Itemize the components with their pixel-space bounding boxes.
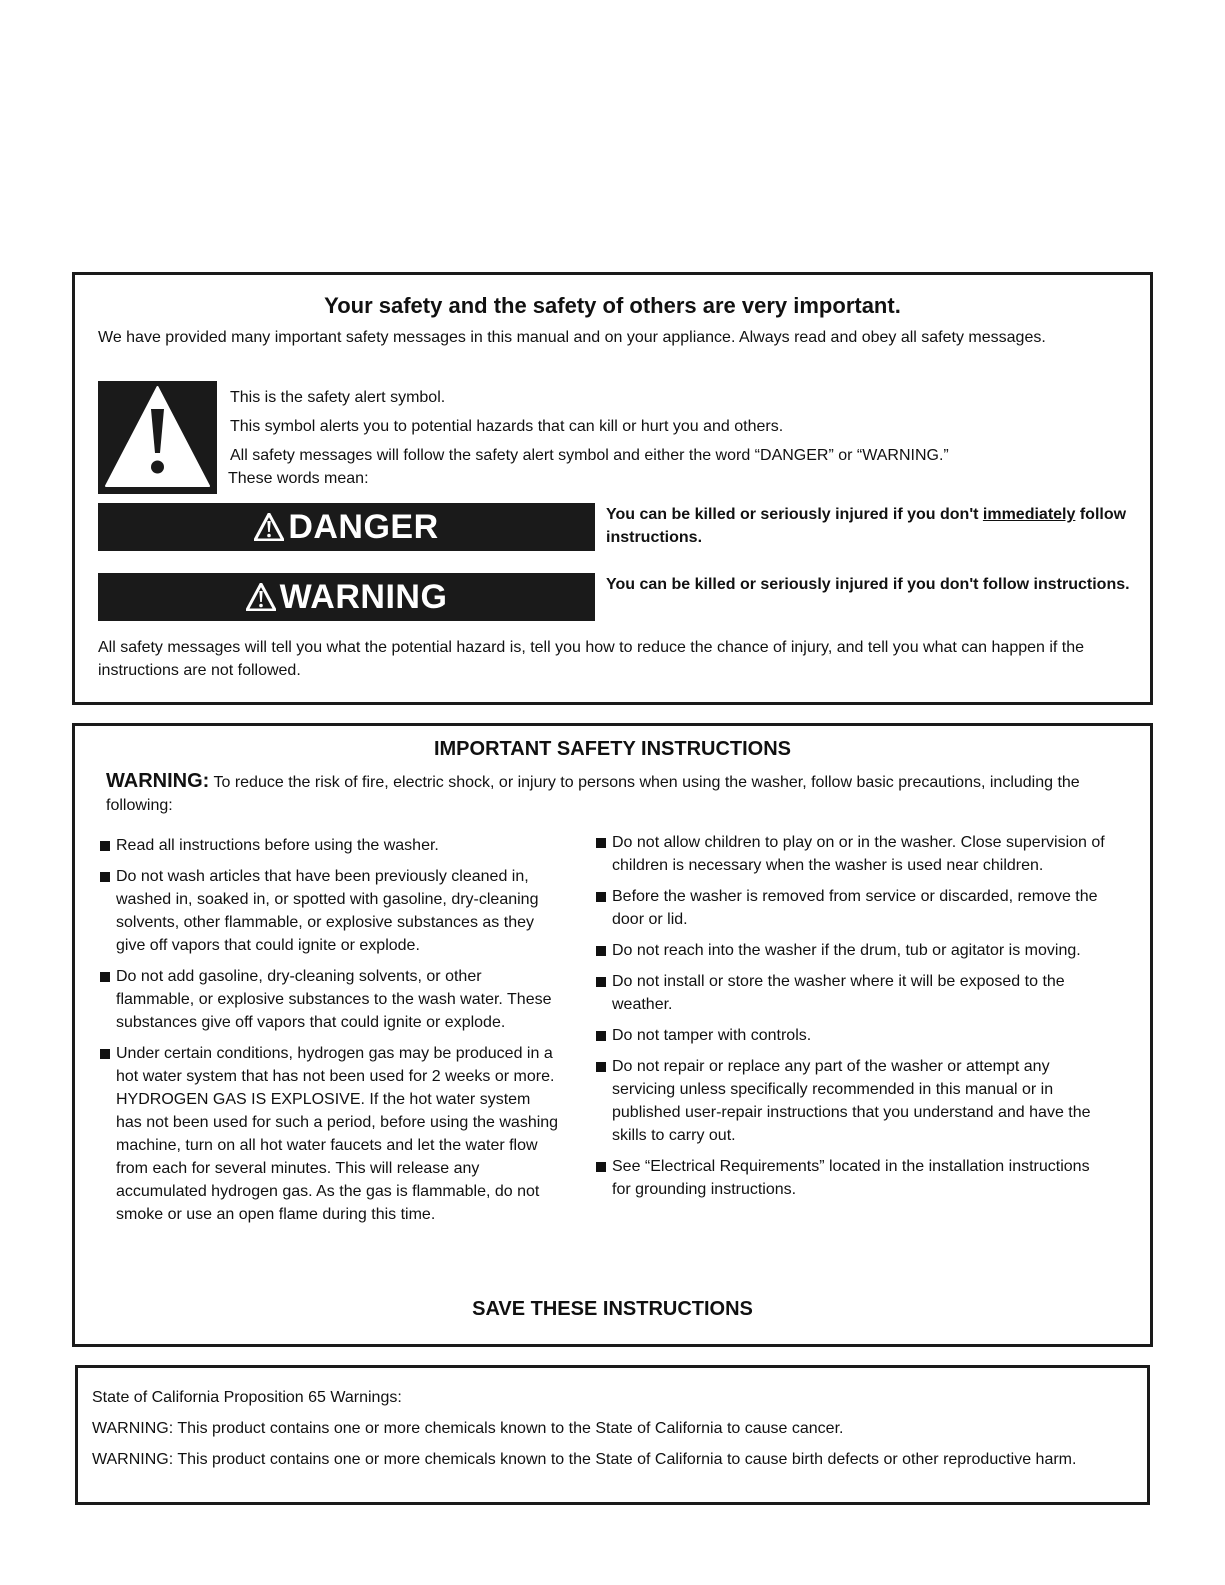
list-item: Do not add gasoline, dry-cleaning solvents, or other flammable, or explosive substances to the wash water. These substances give off vapors that could ignite or explode. bbox=[100, 965, 560, 1034]
prop65-heading: State of California Proposition 65 Warnings: bbox=[92, 1389, 402, 1406]
safety-messages-box bbox=[72, 272, 1153, 705]
square-bullet-icon bbox=[596, 1031, 606, 1041]
list-item: Before the washer is removed from service or discarded, remove the door or lid. bbox=[596, 885, 1111, 931]
square-bullet-icon bbox=[596, 1062, 606, 1072]
instructions-list-left bbox=[100, 834, 560, 1234]
square-bullet-icon bbox=[100, 972, 110, 982]
safety-alert-symbol-icon bbox=[98, 381, 217, 494]
safety-intro: We have provided many important safety messages in this manual and on your appliance. Always read and obey all safety messages. bbox=[98, 329, 1046, 346]
warning-label: WARNING: bbox=[106, 770, 210, 792]
safety-outro: All safety messages will tell you what the potential hazard is, tell you how to reduce the chance of injury, and tell you what can happen if the instructions are not followed. bbox=[98, 639, 1085, 679]
list-item: Under certain conditions, hydrogen gas may be produced in a hot water system that has not been used for 2 weeks or more. HYDROGEN GAS IS EXPLOSIVE. If the hot water system has not been used for such a period, before using the washing machine, turn on all hot water faucets and let the water flow from each for several minutes. This will release any accumulated hydrogen gas. As the gas is flammable, do not smoke or use an open flame during this time. bbox=[100, 1042, 560, 1226]
save-instructions-label: SAVE THESE INSTRUCTIONS bbox=[472, 1298, 753, 1320]
square-bullet-icon bbox=[100, 1049, 110, 1059]
prop65-warning: WARNING: This product contains one or more chemicals known to the State of California to cause cancer. bbox=[92, 1420, 844, 1437]
danger-meaning: You can be killed or seriously injured if you don't immediately follow instructions. bbox=[606, 506, 1127, 546]
warning-banner bbox=[98, 573, 595, 621]
warning-label: WARNING bbox=[279, 577, 448, 616]
danger-banner bbox=[98, 503, 595, 551]
square-bullet-icon bbox=[596, 977, 606, 987]
square-bullet-icon bbox=[596, 946, 606, 956]
warning-triangle-icon bbox=[246, 583, 276, 611]
square-bullet-icon bbox=[100, 872, 110, 882]
alert-line: These words mean: bbox=[228, 470, 369, 487]
square-bullet-icon bbox=[100, 841, 110, 851]
warning-meaning: You can be killed or seriously injured if you don't follow instructions. bbox=[606, 576, 1130, 593]
list-item: Do not install or store the washer where it will be exposed to the weather. bbox=[596, 970, 1111, 1016]
list-item: Do not allow children to play on or in the washer. Close supervision of children is necessary when the washer is used near children. bbox=[596, 831, 1111, 877]
prop65-warning: WARNING: This product contains one or more chemicals known to the State of California to cause birth defects or other reproductive harm. bbox=[92, 1451, 1077, 1468]
instructions-warning: WARNING: To reduce the risk of fire, electric shock, or injury to persons when using the washer, follow basic precautions, including the following: bbox=[106, 770, 1080, 814]
list-item: Do not tamper with controls. bbox=[596, 1024, 1111, 1047]
square-bullet-icon bbox=[596, 1162, 606, 1172]
list-item: See “Electrical Requirements” located in the installation instructions for grounding instructions. bbox=[596, 1155, 1111, 1201]
alert-line: This is the safety alert symbol. bbox=[230, 389, 446, 406]
square-bullet-icon bbox=[596, 838, 606, 848]
list-item: Do not wash articles that have been previously cleaned in, washed in, soaked in, or spotted with gasoline, dry-cleaning solvents, other flammable, or explosive substances as they give off vapors that could ignite or explode. bbox=[100, 865, 560, 957]
list-item: Read all instructions before using the washer. bbox=[100, 834, 560, 857]
safety-title: Your safety and the safety of others are very important. bbox=[324, 293, 901, 318]
alert-symbol-description bbox=[230, 386, 949, 490]
danger-label: DANGER bbox=[288, 507, 439, 546]
list-item: Do not reach into the washer if the drum, tub or agitator is moving. bbox=[596, 939, 1111, 962]
alert-line: All safety messages will follow the safety alert symbol and either the word “DANGER” or “WARNING.” bbox=[230, 447, 949, 464]
warning-triangle-icon bbox=[254, 513, 284, 541]
instructions-title: IMPORTANT SAFETY INSTRUCTIONS bbox=[433, 738, 792, 760]
important-safety-instructions-box bbox=[72, 723, 1153, 1347]
instructions-list-right bbox=[596, 831, 1111, 1209]
alert-line: This symbol alerts you to potential hazards that can kill or hurt you and others. bbox=[230, 418, 784, 435]
list-item: Do not repair or replace any part of the washer or attempt any servicing unless specifically recommended in this manual or in published user-repair instructions that you understand and have the skills to carry out. bbox=[596, 1055, 1111, 1147]
square-bullet-icon bbox=[596, 892, 606, 902]
prop65-warnings-box bbox=[75, 1365, 1150, 1505]
prop65-content bbox=[92, 1386, 1122, 1479]
